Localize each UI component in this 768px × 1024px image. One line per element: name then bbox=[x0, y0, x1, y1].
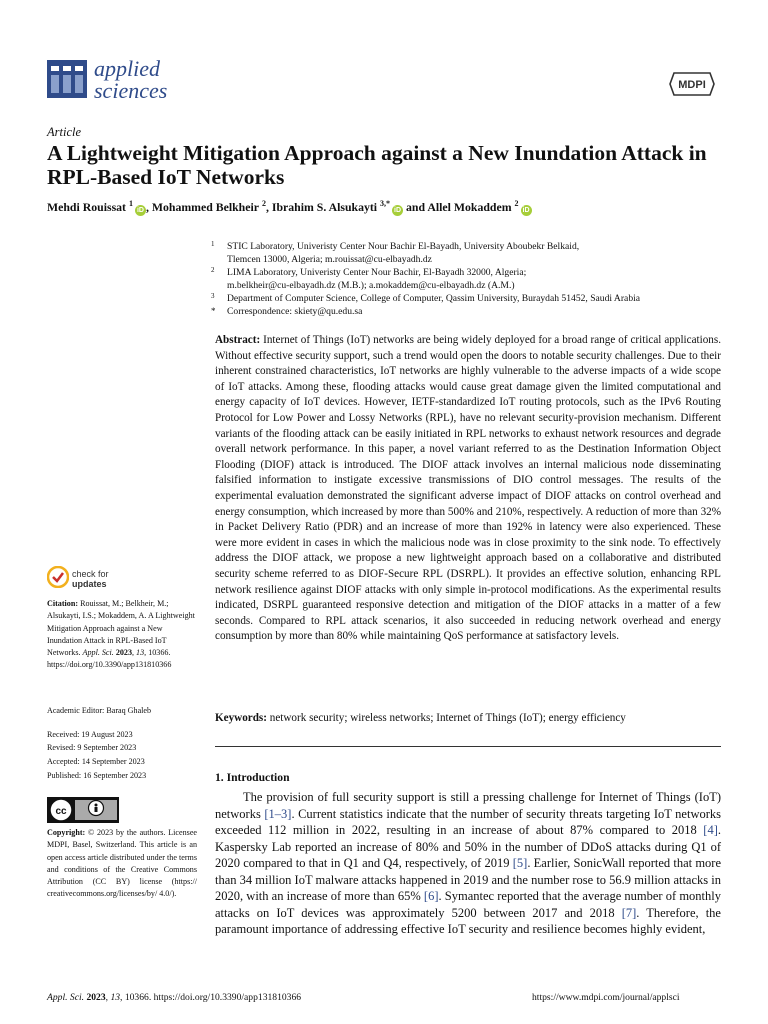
affiliation bbox=[211, 266, 725, 292]
check-for-updates-icon bbox=[47, 566, 69, 588]
footer-citation: Appl. Sci. 2023, 13, 10366. https://doi.org/10.3390/app131810366 bbox=[47, 992, 302, 1003]
affiliation bbox=[211, 292, 725, 305]
author-name[interactable]: Mehdi Rouissat bbox=[47, 199, 126, 214]
citation-year: 2023 bbox=[115, 648, 132, 658]
correspondence bbox=[211, 305, 725, 318]
footer-journal-url[interactable]: https://www.mdpi.com/journal/applsci bbox=[532, 992, 680, 1003]
affiliation-marker: * bbox=[211, 306, 216, 316]
footer-year: 2023 bbox=[86, 992, 106, 1003]
intro-text: . Therefore, the paramount importance of addressing effective IoT security and resilience becomes highly evident, bbox=[215, 905, 721, 936]
date-revised: Revised: 9 September 2023 bbox=[47, 743, 137, 752]
reference-link[interactable]: [6] bbox=[423, 889, 439, 903]
author-name[interactable]: Allel Mokaddem bbox=[427, 199, 512, 214]
date-published: Published: 16 September 2023 bbox=[47, 771, 147, 780]
article-title: A Lightweight Mitigation Approach against a New Inundation Attack in RPL-Based IoT Networks bbox=[47, 141, 707, 189]
keywords-text: network security; wireless networks; Internet of Things (IoT); energy efficiency bbox=[269, 712, 626, 724]
reference-link[interactable]: [5] bbox=[512, 856, 528, 870]
affiliation-marker: 3 bbox=[211, 292, 215, 300]
citation-journal: Appl. Sci. bbox=[82, 648, 114, 658]
correspondence-line: Correspondence: skiety@qu.edu.sa bbox=[227, 306, 363, 317]
copyright-text: © 2023 by the authors. Licensee MDPI, Basel, Switzerland. This article is an open access article distributed under the terms and conditions of the Creative Commons Attribution (CC BY) license (https:// creativecommons.org/licenses/by/ 4.0/). bbox=[47, 828, 197, 899]
reference-link[interactable]: [1–3] bbox=[264, 806, 292, 821]
affiliation-marker: 1 bbox=[211, 240, 215, 248]
intro-text: The provision of full security support is still a pressing challenge for Internet of Things (IoT) networks bbox=[215, 790, 721, 821]
footer-journal: Appl. Sci. bbox=[47, 992, 85, 1003]
journal-name-line1: applied bbox=[94, 56, 160, 81]
section-heading: 1. Introduction bbox=[215, 771, 290, 784]
affiliation-line: LIMA Laboratory, Univeristy Center Nour Bachir, El-Bayadh 32000, Algeria; bbox=[227, 267, 527, 278]
svg-text:cc: cc bbox=[55, 806, 67, 817]
check-line: updates bbox=[72, 579, 107, 589]
affiliation-marker: 2 bbox=[211, 266, 215, 274]
reference-link[interactable]: [7] bbox=[621, 905, 637, 920]
author-conjunction: and bbox=[406, 199, 426, 214]
journal-name-line2: sciences bbox=[94, 78, 168, 103]
intro-text: . Kaspersky Lab reported an increase of 80% and 50% in the number of DDoS attacks during Q1 of 2020 compared to that in Q1 and Q4, respectively, of 2019 bbox=[215, 823, 721, 870]
date-accepted: Accepted: 14 September 2023 bbox=[47, 757, 145, 766]
mdpi-logo[interactable] bbox=[668, 71, 716, 97]
check-for-updates-badge[interactable] bbox=[47, 566, 167, 594]
orcid-icon[interactable]: iD bbox=[394, 206, 402, 214]
citation-label: Citation: bbox=[47, 599, 79, 608]
citation-block: Citation: Rouissat, M.; Belkheir, M.; Alsukayti, I.S.; Mokaddem, A. A Lightweight Mitigation Approach against a New Inundation Attack in RPL-Based IoT Networks. Appl. Sci. 2023, 13, 10366. https://doi.org/10.3390/app131810366 bbox=[47, 599, 195, 670]
author-affil-marker: 1 bbox=[128, 199, 133, 208]
author-list bbox=[47, 199, 737, 216]
footer-doi[interactable]: , 10366. https://doi.org/10.3390/app131810366 bbox=[120, 992, 302, 1003]
article-type: Article bbox=[47, 125, 82, 139]
publisher-logo-text: MDPI bbox=[678, 79, 706, 91]
author-separator: , bbox=[265, 199, 269, 214]
affiliation-line: Department of Computer Science, College of Computer, Qassim University, Buraydah 51452, Saudi Arabia bbox=[227, 293, 641, 304]
intro-paragraph bbox=[215, 789, 721, 938]
cc-by-license-icon[interactable] bbox=[47, 797, 119, 823]
academic-editor: Academic Editor: Baraq Ghaleb bbox=[47, 706, 152, 715]
date-received: Received: 19 August 2023 bbox=[47, 730, 133, 739]
intro-text: . Symantec reported that the average number of monthly attacks on IoT devices was approximately 5200 between 2017 and 2018 bbox=[215, 889, 721, 920]
author-affil-marker: 2 bbox=[261, 199, 266, 208]
citation-text: Rouissat, M.; Belkheir, M.; Alsukayti, I.S.; Mokaddem, A. A Lightweight Mitigation Approach against a New Inundation Attack in RPL-Based IoT Networks. bbox=[47, 599, 195, 658]
affiliation-line: STIC Laboratory, Univeristy Center Nour Bachir El-Bayadh, University Aboubekr Belkaid, bbox=[227, 241, 580, 252]
affiliation-line: Tlemcen 13000, Algeria; m.rouissat@cu-elbayadh.dz bbox=[227, 254, 432, 266]
author-name[interactable]: Ibrahim S. Alsukayti bbox=[271, 199, 378, 214]
affiliation bbox=[211, 240, 725, 266]
abstract bbox=[215, 333, 721, 645]
affiliation-line: m.belkheir@cu-elbayadh.dz (M.B.); a.mokaddem@cu-elbayadh.dz (A.M.) bbox=[227, 280, 515, 292]
check-line: check for bbox=[72, 569, 109, 579]
author-name[interactable]: Mohammed Belkheir bbox=[151, 199, 259, 214]
keywords-label: Keywords: bbox=[215, 712, 267, 724]
copyright-block bbox=[47, 827, 197, 901]
author-affil-marker: 3,* bbox=[380, 199, 391, 208]
journal-logo-icon bbox=[47, 60, 87, 98]
keywords bbox=[215, 711, 721, 727]
author-separator: , bbox=[145, 199, 149, 214]
author-affil-marker: 2 bbox=[514, 199, 519, 208]
copyright-label: Copyright: bbox=[47, 828, 86, 837]
citation-doi[interactable]: , 10366. https://doi.org/10.3390/app131810366 bbox=[47, 648, 172, 670]
journal-name bbox=[94, 58, 167, 102]
orcid-icon[interactable]: iD bbox=[522, 206, 530, 214]
check-for-updates-text bbox=[72, 569, 109, 589]
orcid-icon[interactable]: iD bbox=[136, 206, 144, 214]
citation-volume: 13 bbox=[136, 648, 145, 658]
abstract-text: Internet of Things (IoT) networks are being widely deployed for a broad range of critical applications. Without effective security support, such a trend would open the doors to notable security challenges. Due to their inherent constrained characteristics, IoT networks are highly vulnerable to the adverse impacts of a wide scope of IoT attacks. Among these, flooding attacks would cause great damage given the limited computational and energy capacity of IoT devices. However, IETF-standardized IoT routing protocols, such as the IPv6 Routing Protocol for Low Power and Lossy Networks (RPL), have no relevant security-provision mechanism. Different variants of the flooding attack can be easily initiated in RPL networks to exhaust network resources and degrade overall network performance. In this paper, a novel variant referred to as the Destination Information Object Flooding (DIOF) attack is introduced. The DIOF attack involves an internal malicious node disseminating falsified information to instigate excessive transmissions of DIO control messages. The results of the experimental evaluation demonstrated the significant adverse impact of DIOF attacks on control overhead and energy consumption, which increased by more than 500% and 210%, respectively. A reduction of more than 32% in Packet Delivery Ratio (PDR) and an increase of more than 192% in latency were also experienced. These were more evident in cases in which the malicious node was in close proximity to the sink node. To effectively address the DIOF attack, we propose a new lightweight approach based on a collaborative and distributed security scheme referred to as DIOF-Secure RPL (DSRPL). It provides an effective solution, enhancing RPL network resilience against DIOF attacks with only simple in-protocol modifications. As the experimental results indicated, DSRPL guaranteed responsive detection and mitigation of the DIOF attacks in a matter of a few seconds. Compared to RPL attack scenarios, it also succeeded in reducing network overhead and energy consumption by more than 80% while maintaining QoS performance at satisfactory levels. bbox=[215, 334, 721, 643]
section-divider bbox=[215, 746, 721, 747]
intro-text: . Earlier, SonicWall reported that more than 34 million IoT malware attacks happened in 2019 and the number rose to 56.9 million attacks in 2020, with an increase of more than 65% bbox=[215, 856, 721, 903]
footer-volume: 13 bbox=[110, 992, 121, 1003]
abstract-label: Abstract: bbox=[215, 334, 261, 346]
reference-link[interactable]: [4] bbox=[703, 823, 718, 837]
intro-text: . Current statistics indicate that the number of security threats targeting IoT networks exceeded 112 million in 2022, resulting in an increase of about 87% compared to 2018 bbox=[215, 806, 722, 837]
